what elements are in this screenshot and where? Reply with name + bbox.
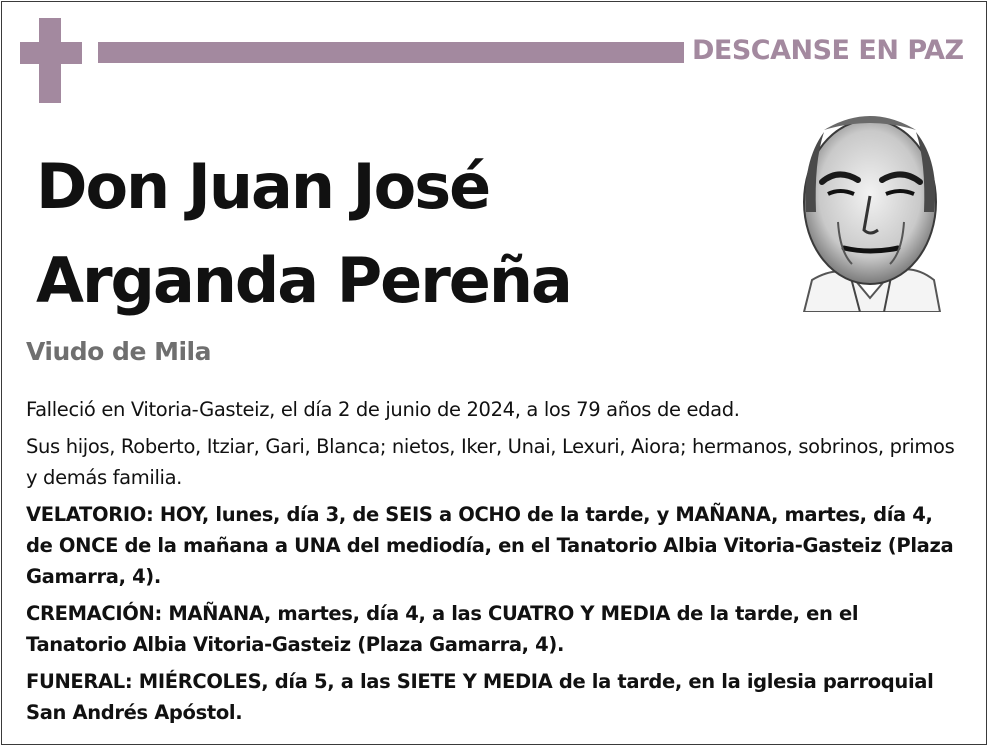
velatorio-info: VELATORIO: HOY, lunes, día 3, de SEIS a OCHO de la tarde, y MAÑANA, martes, día 4, de ONCE de la mañana a UNA del mediodía, en el Tanatorio Albia Vitoria-Gasteiz (Plaza Gamarra, 4). (26, 503, 954, 588)
cross-horizontal-bar (20, 42, 82, 64)
obituary-notice (1, 1, 987, 745)
portrait-photo (794, 102, 946, 312)
family-list: Sus hijos, Roberto, Itziar, Gari, Blanca; nietos, Iker, Unai, Lexuri, Aiora; hermanos, sobrinos, primos y demás familia. (26, 435, 955, 489)
notice-body (26, 394, 956, 734)
name-line-1: Don Juan José (36, 150, 490, 223)
deceased-subtitle: Viudo de Mila (26, 337, 211, 366)
funeral-info: FUNERAL: MIÉRCOLES, día 5, a las SIETE Y MEDIA de la tarde, en la iglesia parroquial San Andrés Apóstol. (26, 670, 934, 724)
header-rule (98, 42, 684, 63)
name-line-2: Arganda Pereña (36, 244, 571, 317)
cross-icon (20, 18, 82, 103)
cremacion-info: CREMACIÓN: MAÑANA, martes, día 4, a las CUATRO Y MEDIA de la tarde, en el Tanatorio Albia Vitoria-Gasteiz (Plaza Gamarra, 4). (26, 602, 859, 656)
deceased-name (36, 140, 571, 328)
header-caption: DESCANSE EN PAZ (692, 35, 964, 66)
death-notice: Falleció en Vitoria-Gasteiz, el día 2 de junio de 2024, a los 79 años de edad. (26, 398, 740, 421)
